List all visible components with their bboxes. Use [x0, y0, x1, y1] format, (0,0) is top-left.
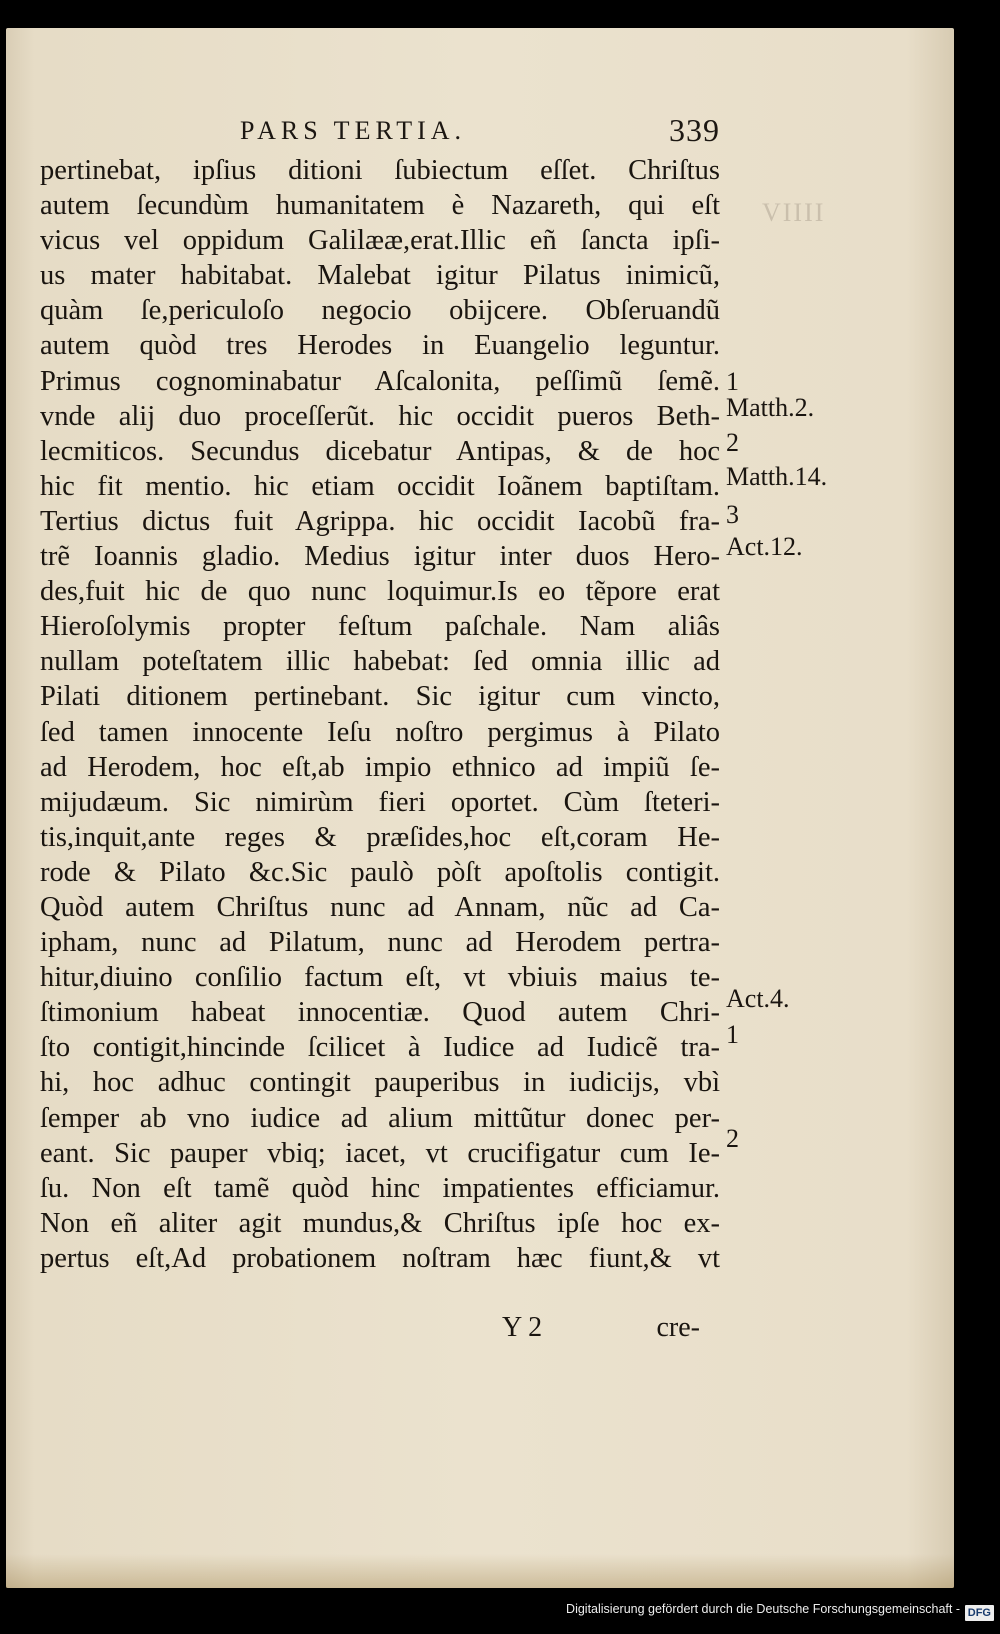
text-line: ſto contigit,hincinde ſcilicet à Iudice ad Iudicẽ tra- [40, 1032, 720, 1064]
margin-note-act-4: Act.4. [726, 984, 790, 1013]
text-line: Pilati ditionem pertinebant. Sic igitur cum vincto, [40, 681, 720, 713]
page-header [240, 112, 720, 152]
margin-note-3: 3 [726, 500, 739, 529]
text-line: Hieroſolymis propter feſtum paſchale. Nam aliâs [40, 611, 720, 643]
text-line: Quòd autem Chriſtus nunc ad Annam, nũc ad Ca- [40, 891, 720, 923]
text-line: ſed tamen innocente Ieſu noſtro pergimus à Pilato [40, 716, 720, 748]
text-line: eant. Sic pauper vbiq; iacet, vt crucifigatur cum Ie- [40, 1137, 720, 1169]
margin-note-2b: 2 [726, 1124, 739, 1153]
text-line: Primus cognominabatur Aſcalonita, peſſimũ ſemẽ. [40, 365, 720, 397]
signature-mark: Y 2 [502, 1312, 543, 1343]
running-head: PARS TERTIA. [240, 116, 467, 145]
text-line: des,fuit hic de quo nunc loquimur.Is eo tẽpore erat [40, 576, 720, 608]
text-line: autem ſecundùm humanitatem è Nazareth, qui eſt [40, 190, 720, 222]
faint-show-through-mark: VIIII [762, 198, 826, 227]
text-line: hic fit mentio. hic etiam occidit Ioãnem baptiſtam. [40, 470, 720, 502]
text-line: lecmiticos. Secundus dicebatur Antipas, & de hoc [40, 435, 720, 467]
body-text [40, 153, 720, 1276]
text-line: Tertius dictus fuit Agrippa. hic occidit Iacobũ fra- [40, 505, 720, 537]
text-line: tis,inquit,ante reges & præſides,hoc eſt,coram He- [40, 821, 720, 853]
page-edge-stain [6, 1554, 954, 1588]
text-line: vicus vel oppidum Galilææ,erat.Illic eñ ſancta ipſi- [40, 225, 720, 257]
text-line: ſemper ab vno iudice ad alium mittũtur donec per- [40, 1102, 720, 1134]
text-line: nullam poteſtatem illic habebat: ſed omnia illic ad [40, 646, 720, 678]
catchword-line [40, 1312, 720, 1348]
text-line: quàm ſe,periculoſo negocio obijcere. Obſeruandũ [40, 295, 720, 327]
text-line: rode & Pilato &c.Sic paulò pòſt apoſtolis contigit. [40, 856, 720, 888]
dfg-logo: DFG [965, 1605, 994, 1621]
margin-note-act-12: Act.12. [726, 532, 803, 561]
margin-note-2: 2 [726, 428, 739, 457]
digitization-credit: Digitalisierung gefördert durch die Deutsche Forschungsgemeinschaft - [566, 1602, 960, 1616]
text-line: ipham, nunc ad Pilatum, nunc ad Herodem pertra- [40, 927, 720, 959]
text-line: vnde alij duo proceſſerũt. hic occidit pueros Beth- [40, 400, 720, 432]
text-line: us mater habitabat. Malebat igitur Pilatus inimicũ, [40, 260, 720, 292]
text-line: trẽ Ioannis gladio. Medius igitur inter duos Hero- [40, 541, 720, 573]
margin-note-matth-2: Matth.2. [726, 393, 815, 422]
margin-note-1: 1 [726, 367, 739, 396]
margin-note-1b: 1 [726, 1020, 739, 1049]
text-line: autem quòd tres Herodes in Euangelio leguntur. [40, 330, 720, 362]
margin-note-matth-14: Matth.14. [726, 462, 828, 491]
text-line: ſu. Non eſt tamẽ quòd hinc impatientes efficiamur. [40, 1172, 720, 1204]
text-line: pertus eſt,Ad probationem noſtram hæc fiunt,& vt [40, 1242, 720, 1274]
text-line: hi, hoc adhuc contingit pauperibus in iudicijs, vbì [40, 1067, 720, 1099]
text-line: ſtimonium habeat innocentiæ. Quod autem Chri- [40, 997, 720, 1029]
catchword: cre- [656, 1312, 700, 1343]
page-number: 339 [669, 112, 720, 148]
text-line: Non eñ aliter agit mundus,& Chriſtus ipſe hoc ex- [40, 1207, 720, 1239]
text-line: ad Herodem, hoc eſt,ab impio ethnico ad impiũ ſe- [40, 751, 720, 783]
text-line: hitur,diuino conſilio factum eſt, vt vbiuis maius te- [40, 962, 720, 994]
text-line: mijudæum. Sic nimirùm fieri oportet. Cùm ſteteri- [40, 786, 720, 818]
text-line: pertinebat, ipſius ditioni ſubiectum eſſet. Chriſtus [40, 155, 720, 186]
